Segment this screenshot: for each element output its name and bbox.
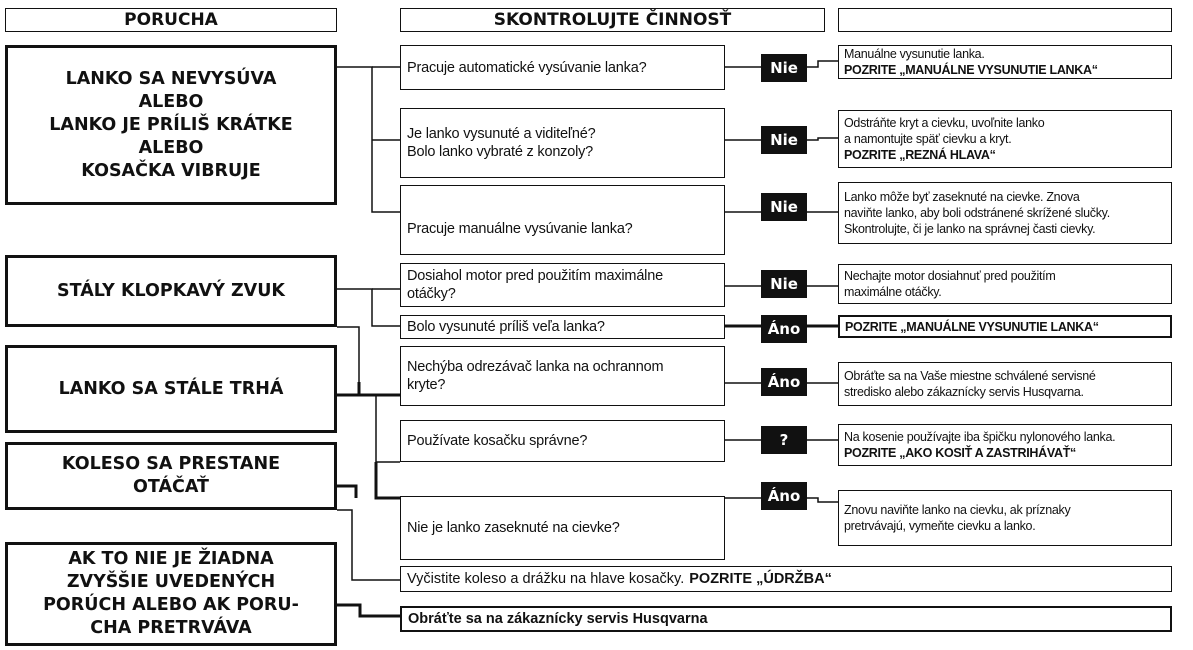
check-text: Pracuje manuálne vysúvanie lanka? [407, 221, 633, 237]
check-text: kryte? [407, 377, 446, 393]
fault-text: STÁLY KLOPKAVÝ ZVUK [57, 280, 285, 301]
check-text: Dosiahol motor pred použitím maximálne [407, 268, 663, 284]
fault-text: KOSAČKA VIBRUJE [81, 160, 261, 181]
answer-tag: Áno [761, 315, 807, 343]
result-remove-cover [838, 110, 1172, 168]
check-text: otáčky? [407, 286, 456, 302]
check-text: Pracuje automatické vysúvanie lanka? [407, 59, 647, 76]
check-text: Nie je lanko zaseknuté na cievke? [407, 520, 620, 536]
fault-text: ALEBO [138, 137, 204, 158]
answer-tag: Áno [761, 482, 807, 510]
check-text: Bolo lanko vybraté z konzoly? [407, 144, 594, 160]
fault-text: ALEBO [138, 91, 204, 112]
fault-text: CHA PRETRVÁVA [90, 618, 252, 638]
check-correct-use [400, 420, 725, 462]
fault-line-breaking [5, 345, 337, 433]
header-check: SKONTROLUJTE ČINNOSŤ [400, 8, 825, 32]
answer-tag: Nie [761, 54, 807, 82]
result-text: Na kosenie používajte iba špičku nylonového lanka. [844, 430, 1116, 444]
answer-tag: ? [761, 426, 807, 454]
result-text: Nechajte motor dosiahnuť pred použitím [844, 269, 1056, 283]
fault-text: KOLESO SA PRESTANE [61, 454, 281, 474]
result-text: Skontrolujte, či je lanko na správnej časti cievky. [844, 222, 1096, 236]
fault-clicking-sound [5, 255, 337, 327]
check-text: Je lanko vysunuté a viditeľné? [407, 126, 596, 142]
result-use-tip [838, 424, 1172, 466]
check-too-much-line [400, 315, 725, 339]
answer-tag: Nie [761, 126, 807, 154]
result-reference: POZRITE „MANUÁLNE VYSUNUTIE LANKA“ [844, 63, 1098, 77]
answer-tag: Nie [761, 193, 807, 221]
result-text: stredisko alebo zákaznícky servis Husqvarna. [844, 385, 1084, 399]
answer-tag: Nie [761, 270, 807, 298]
result-manual-feed [838, 45, 1172, 79]
check-text: Bolo vysunuté príliš veľa lanka? [407, 319, 605, 335]
action-reference: POZRITE „ÚDRŽBA“ [689, 571, 832, 587]
result-text: pretrvávajú, vymeňte cievku a lanko. [844, 519, 1036, 533]
action-text: Vyčistite koleso a drážku na hlave kosačky. [407, 571, 685, 587]
check-auto-feed [400, 45, 725, 90]
result-text: Obráťte sa na Vaše miestne schválené servisné [844, 369, 1096, 383]
check-text: Používate kosačku správne? [407, 433, 588, 449]
check-max-rpm [400, 263, 725, 307]
result-text: Odstráňte kryt a cievku, uvoľnite lanko [844, 116, 1045, 130]
result-text: Lanko môže byť zaseknuté na cievke. Znova [844, 190, 1080, 204]
fault-text: ZVYŠŠIE UVEDENÝCH [66, 572, 276, 592]
fault-text: LANKO SA NEVYSÚVA [65, 68, 277, 89]
fault-text: LANKO JE PRÍLIŠ KRÁTKE [49, 114, 293, 135]
fault-text: PORÚCH ALEBO AK PORU- [43, 595, 299, 615]
result-text: a namontujte späť cievku a kryt. [844, 132, 1012, 146]
fault-wheel-stops [5, 442, 337, 510]
fault-other [5, 542, 337, 646]
action-reference: Obráťte sa na zákaznícky servis Husqvarna [408, 611, 708, 627]
fault-text: OTÁČAŤ [133, 477, 209, 497]
check-line-visible [400, 108, 725, 178]
result-rewind-line [838, 182, 1172, 244]
result-text: naviňte lanko, aby boli odstránené skrížené slučky. [844, 206, 1110, 220]
result-reach-rpm [838, 264, 1172, 304]
check-line-stuck [400, 496, 725, 560]
result-manual-feed-ref [838, 315, 1172, 338]
fault-text: AK TO NIE JE ŽIADNA [68, 549, 274, 569]
header-fault: PORUCHA [5, 8, 337, 32]
action-contact-service [400, 606, 1172, 632]
check-manual-feed [400, 185, 725, 255]
result-replace-spool [838, 490, 1172, 546]
result-reference: POZRITE „MANUÁLNE VYSUNUTIE LANKA“ [845, 319, 1099, 334]
result-contact-service [838, 362, 1172, 406]
check-line-cutter [400, 346, 725, 406]
fault-text: LANKO SA STÁLE TRHÁ [58, 378, 284, 399]
result-text: Znovu naviňte lanko na cievku, ak príznaky [844, 503, 1071, 517]
header-action [838, 8, 1172, 32]
result-reference: POZRITE „REZNÁ HLAVA“ [844, 148, 996, 162]
fault-line-not-feeding [5, 45, 337, 205]
result-reference: POZRITE „AKO KOSIŤ A ZASTRIHÁVAŤ“ [844, 446, 1076, 460]
result-text: maximálne otáčky. [844, 285, 942, 299]
answer-tag: Áno [761, 368, 807, 396]
check-text: Nechýba odrezávač lanka na ochrannom [407, 359, 664, 375]
result-text: Manuálne vysunutie lanka. [844, 47, 985, 61]
action-clean-wheel [400, 566, 1172, 592]
